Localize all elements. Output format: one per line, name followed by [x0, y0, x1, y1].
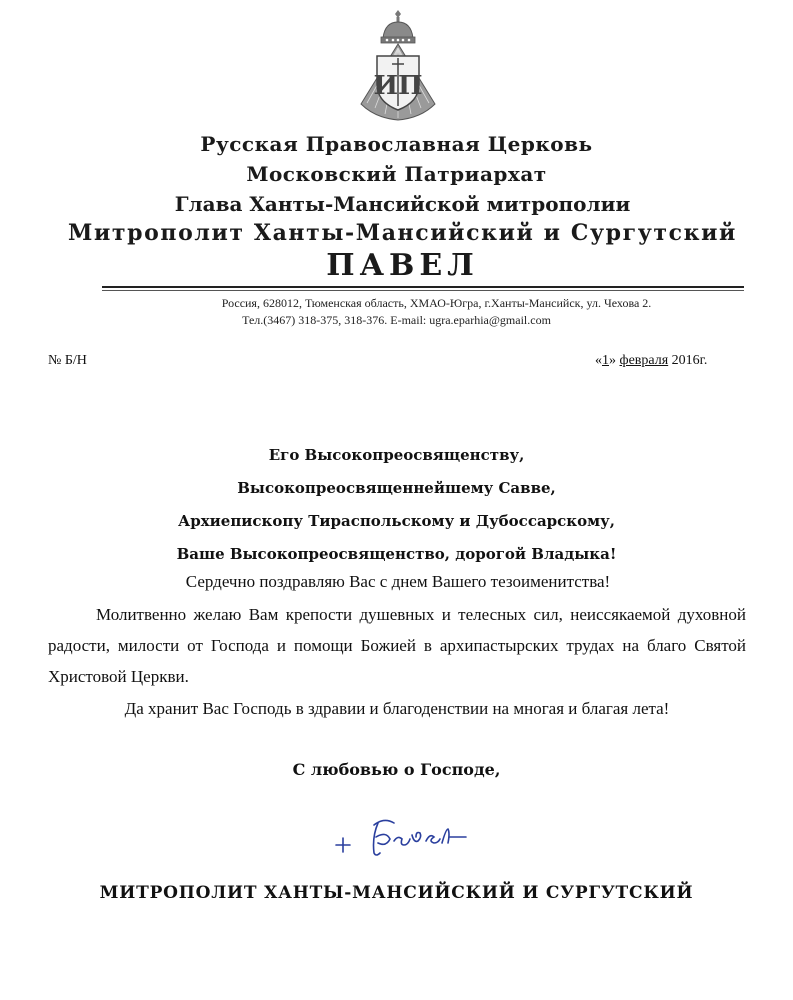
- address-line: Россия, 628012, Тюменская область, ХМАО-Югра, г.Ханты-Мансийск, ул. Чехова 2.: [221, 296, 652, 310]
- header-metropolis-head: Глава Ханты-Мансийской митрополии: [174, 192, 631, 216]
- letterhead-rule: [102, 286, 744, 288]
- document-number: № Б/Н: [48, 353, 87, 368]
- letterhead-rule-thin: [102, 290, 744, 291]
- salutation-line-4: Ваше Высокопреосвященство, дорогой Владыка!: [176, 545, 617, 563]
- salutation-line-2: Высокопреосвященнейшему Савве,: [237, 479, 556, 497]
- paragraph-congratulation: Сердечно поздравляю Вас с днем Вашего тезоименитства!: [185, 572, 611, 591]
- paragraph-wishes: Молитвенно желаю Вам крепости душевных и телесных сил, неиссякаемой духовной радости, милости от Господа и помощи Божией в архипастырских трудах на благо Святой Христовой Церкви.: [48, 605, 746, 686]
- header-church: Русская Православная Церковь: [200, 132, 593, 156]
- header-patriarchate: Московский Патриархат: [246, 162, 547, 186]
- document-date: «1» февраля 2016г.: [595, 353, 708, 368]
- signatory-title: МИТРОПОЛИТ ХАНТЫ-МАНСИЙСКИЙ И СУРГУТСКИЙ: [99, 883, 694, 903]
- salutation-line-3: Архиепископу Тираспольскому и Дубоссарскому,: [178, 512, 615, 530]
- salutation-line-1: Его Высокопреосвященству,: [268, 446, 525, 464]
- svg-text:ИП: ИП: [373, 71, 423, 101]
- handwritten-signature: [330, 805, 490, 865]
- header-metropolitan-title: Митрополит Ханты-Мансийский и Сургутский: [68, 220, 737, 246]
- contact-line: Тел.(3467) 318-375, 318-376. E-mail: ugra.eparhia@gmail.com: [242, 313, 551, 327]
- header-name: ПАВЕЛ: [326, 248, 479, 283]
- closing-phrase: С любовью о Господе,: [292, 760, 501, 779]
- patriarchate-emblem-icon: [355, 8, 441, 126]
- paragraph-blessing: Да хранит Вас Господь в здравии и благоденствии на многая и благая лета!: [124, 699, 670, 718]
